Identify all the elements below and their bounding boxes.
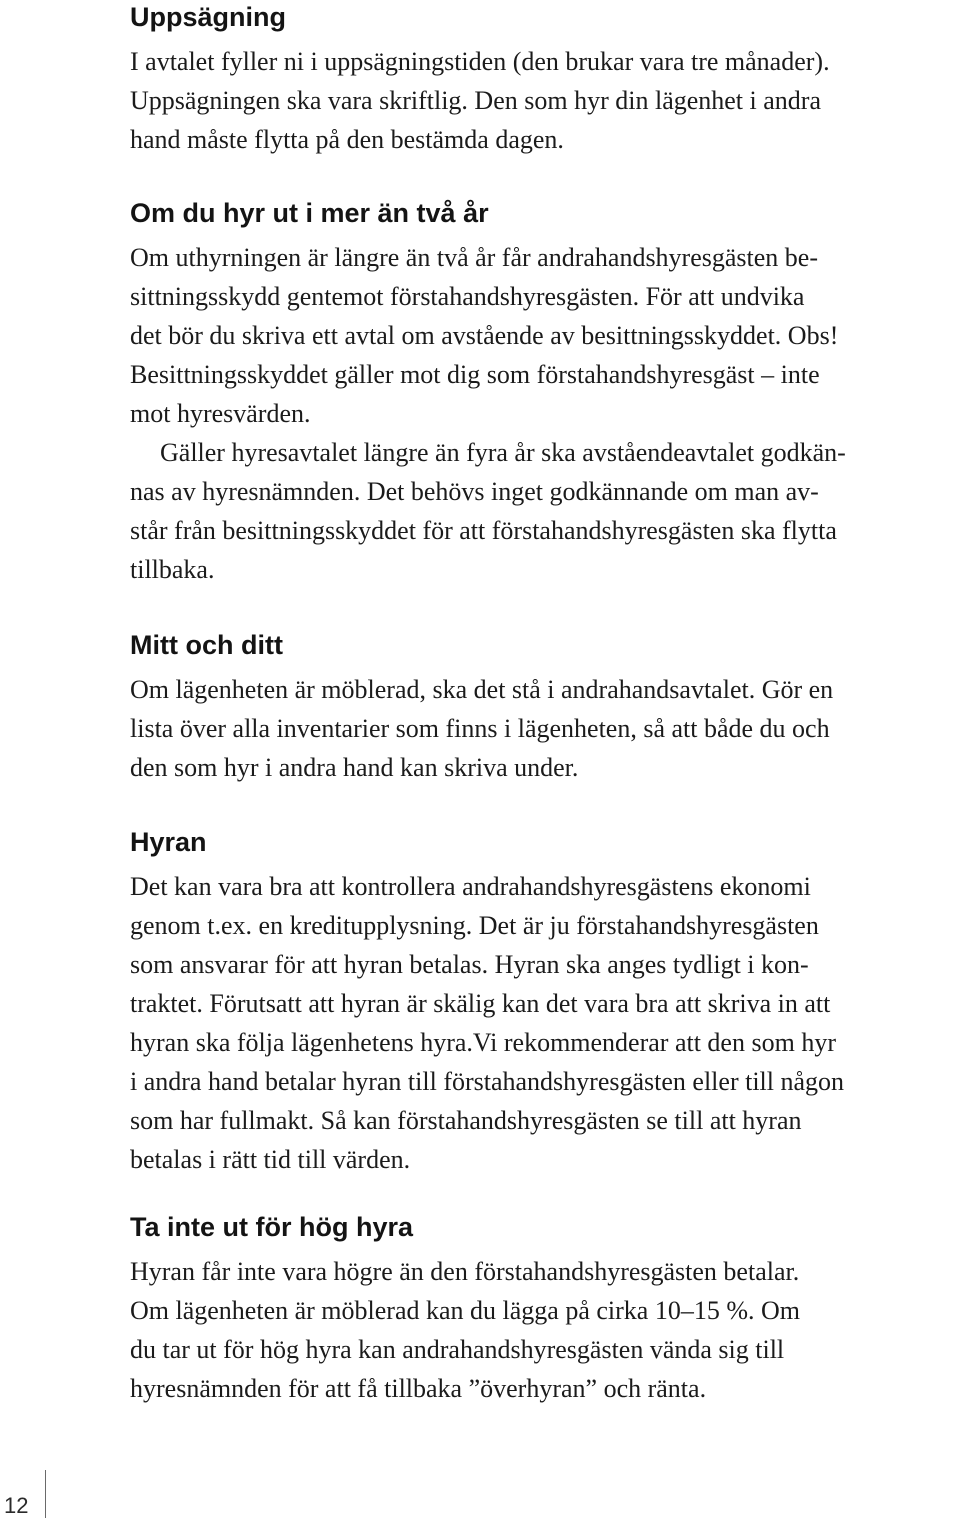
- body-text-line: det bör du skriva ett avtal om avstående av besittningsskyddet. Obs!: [130, 320, 839, 350]
- body-text-line: som ansvarar för att hyran betalas. Hyran ska anges tydligt i kon-: [130, 949, 809, 979]
- body-text-line: genom t.ex. en kreditupplysning. Det är ju förstahandshyresgästen: [130, 910, 819, 940]
- body-text-line: sittningsskydd gentemot förstahandshyresgästen. För att undvika: [130, 281, 805, 311]
- body-text-line: Besittningsskyddet gäller mot dig som förstahandshyresgäst – inte: [130, 359, 820, 389]
- paragraph: [130, 433, 950, 589]
- body-text-line: tillbaka.: [130, 554, 215, 584]
- body-text-line: hand måste flytta på den bestämda dagen.: [130, 124, 564, 154]
- body-text-line: mot hyresvärden.: [130, 398, 311, 428]
- section-heading: Hyran: [130, 827, 207, 857]
- paragraph: [130, 1252, 950, 1408]
- paragraph: [130, 670, 950, 787]
- body-text-line: Hyran får inte vara högre än den förstahandshyresgästen betalar.: [130, 1256, 800, 1286]
- body-text-line: Om lägenheten är möblerad, ska det stå i andrahandsavtalet. Gör en: [130, 674, 834, 704]
- body-text-line: Uppsägningen ska vara skriftlig. Den som hyr din lägenhet i andra: [130, 85, 821, 115]
- page-number: 12: [4, 1493, 29, 1518]
- body-text-line: står från besittningsskyddet för att förstahandshyresgästen ska flytta: [130, 515, 837, 545]
- section-ta-inte-ut-for-hog-hyra: [130, 1212, 950, 1408]
- body-text-line: Om uthyrningen är längre än två år får andrahandshyresgästen be-: [130, 242, 818, 272]
- paragraph: [130, 867, 950, 1179]
- body-text-line: Om lägenheten är möblerad kan du lägga på cirka 10–15 %. Om: [130, 1295, 800, 1325]
- body-text-line: hyresnämnden för att få tillbaka ”överhyran” och ränta.: [130, 1373, 707, 1403]
- section-mer-an-tva-ar: [130, 198, 950, 589]
- body-text-line: hyran ska följa lägenhetens hyra.Vi rekommenderar att den som hyr: [130, 1027, 836, 1057]
- section-mitt-och-ditt: [130, 630, 950, 787]
- section-uppsagning: [130, 2, 950, 159]
- body-text-line: betalas i rätt tid till värden.: [130, 1144, 411, 1174]
- margin-divider: [45, 1470, 46, 1518]
- body-text-line: nas av hyresnämnden. Det behövs inget godkännande om man av-: [130, 476, 819, 506]
- section-heading: Om du hyr ut i mer än två år: [130, 198, 489, 228]
- body-text-line: du tar ut för hög hyra kan andrahandshyresgästen vända sig till: [130, 1334, 785, 1364]
- body-text-line: Gäller hyresavtalet längre än fyra år ska avståendeavtalet godkän-: [160, 437, 846, 467]
- section-hyran: [130, 827, 950, 1179]
- section-heading: Uppsägning: [130, 2, 286, 32]
- section-heading: Mitt och ditt: [130, 630, 283, 660]
- section-heading: Ta inte ut för hög hyra: [130, 1212, 413, 1242]
- body-text-line: traktet. Förutsatt att hyran är skälig kan det vara bra att skriva in att: [130, 988, 831, 1018]
- body-text-line: den som hyr i andra hand kan skriva under.: [130, 752, 579, 782]
- body-text-line: lista över alla inventarier som finns i lägenheten, så att både du och: [130, 713, 830, 743]
- paragraph: [130, 42, 950, 159]
- body-text-line: I avtalet fyller ni i uppsägningstiden (den brukar vara tre månader).: [130, 46, 830, 76]
- paragraph: [130, 238, 950, 433]
- body-text-line: Det kan vara bra att kontrollera andrahandshyresgästens ekonomi: [130, 871, 811, 901]
- body-text-line: som har fullmakt. Så kan förstahandshyresgästen se till att hyran: [130, 1105, 802, 1135]
- body-text-line: i andra hand betalar hyran till förstahandshyresgästen eller till någon: [130, 1066, 845, 1096]
